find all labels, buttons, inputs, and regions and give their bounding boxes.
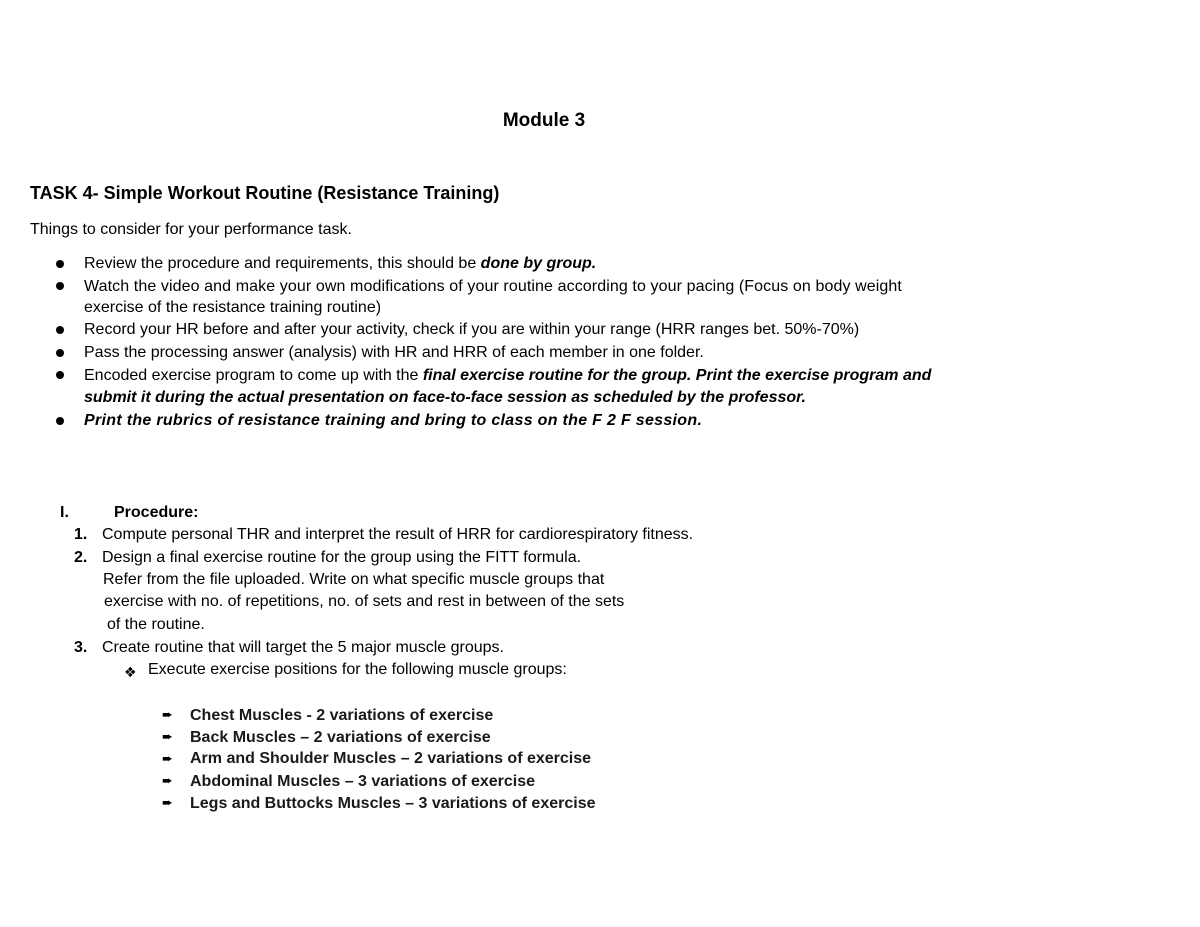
step-text: Design a final exercise routine for the group using the FITT formula.: [102, 549, 582, 566]
list-item-continuation: submit it during the actual presentation on face-to-face session as scheduled by the professor.: [84, 389, 806, 406]
list-item: Review the procedure and requirements, this should be done by group.: [84, 255, 597, 272]
sub-step-text: Execute exercise positions for the following muscle groups:: [148, 661, 567, 678]
task-heading: TASK 4- Simple Workout Routine (Resistance Training): [30, 183, 500, 203]
step-text-continuation: exercise with no. of repetitions, no. of sets and rest in between of the sets: [104, 593, 625, 610]
step-text: Create routine that will target the 5 major muscle groups.: [102, 639, 504, 656]
bullet-icon: [56, 349, 64, 357]
step-number: 1.: [74, 526, 88, 543]
arrow-bullet-icon: ➨: [162, 773, 173, 788]
list-item: Print the rubrics of resistance training and bring to class on the F 2 F session.: [84, 412, 703, 429]
arrow-bullet-icon: ➨: [162, 707, 173, 722]
four-diamond-bullet-icon: ❖: [124, 664, 137, 680]
list-item: Watch the video and make your own modifications of your routine according to your pacing (Focus on body weight: [84, 278, 902, 295]
bullet-icon: [56, 371, 64, 379]
bullet-icon: [56, 282, 64, 290]
muscle-group-item: Back Muscles – 2 variations of exercise: [190, 729, 491, 746]
list-item-continuation: exercise of the resistance training routine): [84, 299, 382, 316]
step-number: 2.: [74, 549, 88, 566]
arrow-bullet-icon: ➨: [162, 729, 173, 744]
intro-text: Things to consider for your performance task.: [30, 221, 352, 238]
step-text-continuation: of the routine.: [107, 616, 205, 633]
list-item: Record your HR before and after your activity, check if you are within your range (HRR ranges bet. 50%-70%): [84, 321, 860, 338]
arrow-bullet-icon: ➨: [162, 795, 173, 810]
bullet-icon: [56, 417, 64, 425]
muscle-group-item: Arm and Shoulder Muscles – 2 variations of exercise: [190, 750, 592, 767]
arrow-bullet-icon: ➨: [162, 751, 173, 766]
bullet-icon: [56, 260, 64, 268]
muscle-group-item: Chest Muscles - 2 variations of exercise: [190, 707, 494, 724]
list-item: Encoded exercise program to come up with the final exercise routine for the group. Print the exercise program and: [84, 367, 932, 384]
list-item: Pass the processing answer (analysis) with HR and HRR of each member in one folder.: [84, 344, 704, 361]
muscle-group-item: Abdominal Muscles – 3 variations of exercise: [190, 773, 536, 790]
step-text: Compute personal THR and interpret the result of HRR for cardiorespiratory fitness.: [102, 526, 694, 543]
muscle-group-item: Legs and Buttocks Muscles – 3 variations of exercise: [190, 795, 596, 812]
procedure-heading: Procedure:: [114, 504, 199, 521]
step-text-continuation: Refer from the file uploaded. Write on what specific muscle groups that: [103, 571, 605, 588]
section-number: I.: [60, 504, 69, 521]
bullet-icon: [56, 326, 64, 334]
step-number: 3.: [74, 639, 88, 656]
page-title: Module 3: [502, 110, 586, 131]
